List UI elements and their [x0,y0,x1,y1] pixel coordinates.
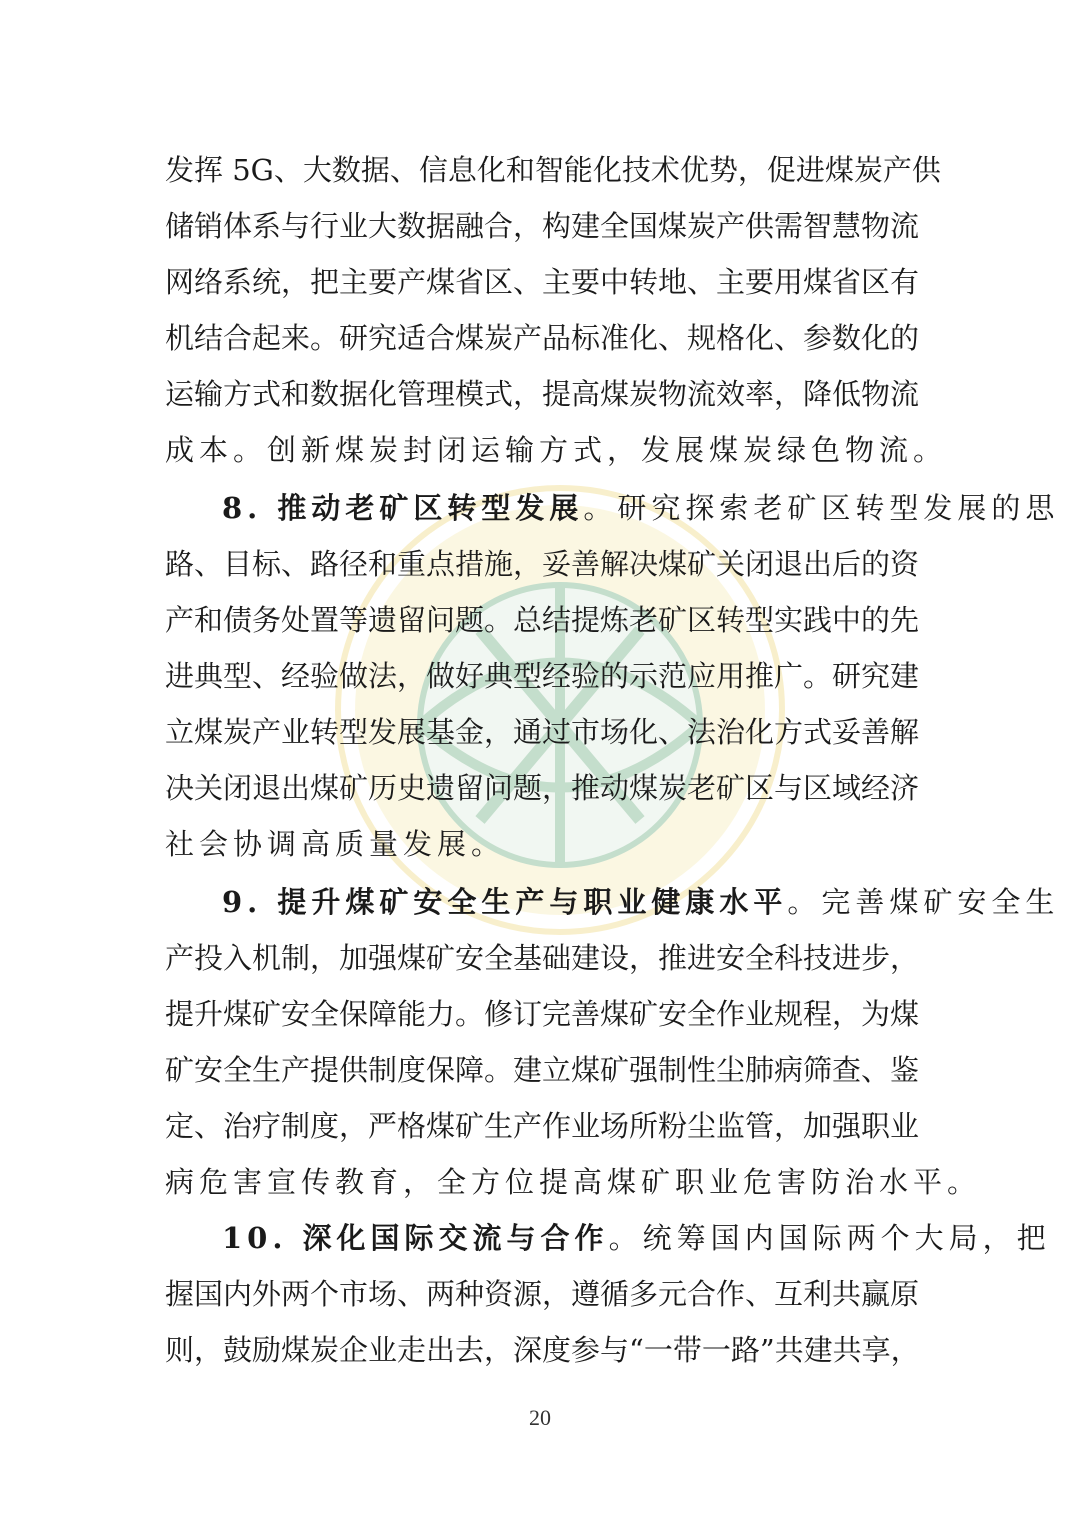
body-line: 发挥 5G、大数据、信息化和智能化技术优势，促进煤炭产供 [165,153,941,187]
body-line: 握国内外两个市场、两种资源，遵循多元合作、互利共赢原 [165,1277,920,1311]
body-line: 定、治疗制度，严格煤矿生产作业场所粉尘监管，加强职业 [165,1109,920,1143]
section-9-text: 。完善煤矿安全生 [787,885,1060,919]
body-line: 矿安全生产提供制度保障。建立煤矿强制性尘肺病筛查、鉴 [165,1053,920,1087]
body-line: 路、目标、路径和重点措施，妥善解决煤矿关闭退出后的资 [165,547,920,581]
body-line: 立煤炭产业转型发展基金，通过市场化、法治化方式妥善解 [165,715,920,749]
body-line: 机结合起来。研究适合煤炭产品标准化、规格化、参数化的 [165,321,920,355]
section-10-text: 。统筹国内国际两个大局，把 [608,1221,1051,1255]
page-number: 20 [529,1405,551,1430]
section-8-text: 。研究探索老矿区转型发展的思 [583,491,1060,525]
body-line: 决关闭退出煤矿历史遗留问题，推动煤炭老矿区与区域经济 [165,771,920,805]
body-line: 产和债务处置等遗留问题。总结提炼老矿区转型实践中的先 [165,603,920,637]
body-line: 病危害宣传教育，全方位提高煤矿职业危害防治水平。 [165,1165,982,1199]
section-10-heading: 10. 深化国际交流与合作 [222,1221,609,1255]
body-line: 产投入机制，加强煤矿安全基础建设，推进安全科技进步， [165,941,920,975]
body-line: 则，鼓励煤炭企业走出去，深度参与“一带一路”共建共享， [165,1333,920,1367]
body-line: 储销体系与行业大数据融合，构建全国煤炭产供需智慧物流 [165,209,920,243]
section-8-first-line [222,486,1060,530]
body-line: 成本。创新煤炭封闭运输方式，发展煤炭绿色物流。 [165,433,948,467]
body-line: 网络系统，把主要产煤省区、主要中转地、主要用煤省区有 [165,265,920,299]
section-9-first-line [222,880,1060,924]
section-9-heading: 9. 提升煤矿安全生产与职业健康水平 [222,885,788,919]
body-line: 社会协调高质量发展。 [165,827,506,861]
body-line: 提升煤矿安全保障能力。修订完善煤矿安全作业规程，为煤 [165,997,920,1031]
section-8-heading: 8. 推动老矿区转型发展 [222,491,584,525]
body-line: 进典型、经验做法，做好典型经验的示范应用推广。研究建 [165,659,920,693]
section-10-first-line [222,1216,1051,1260]
body-line: 运输方式和数据化管理模式，提高煤炭物流效率，降低物流 [165,377,920,411]
